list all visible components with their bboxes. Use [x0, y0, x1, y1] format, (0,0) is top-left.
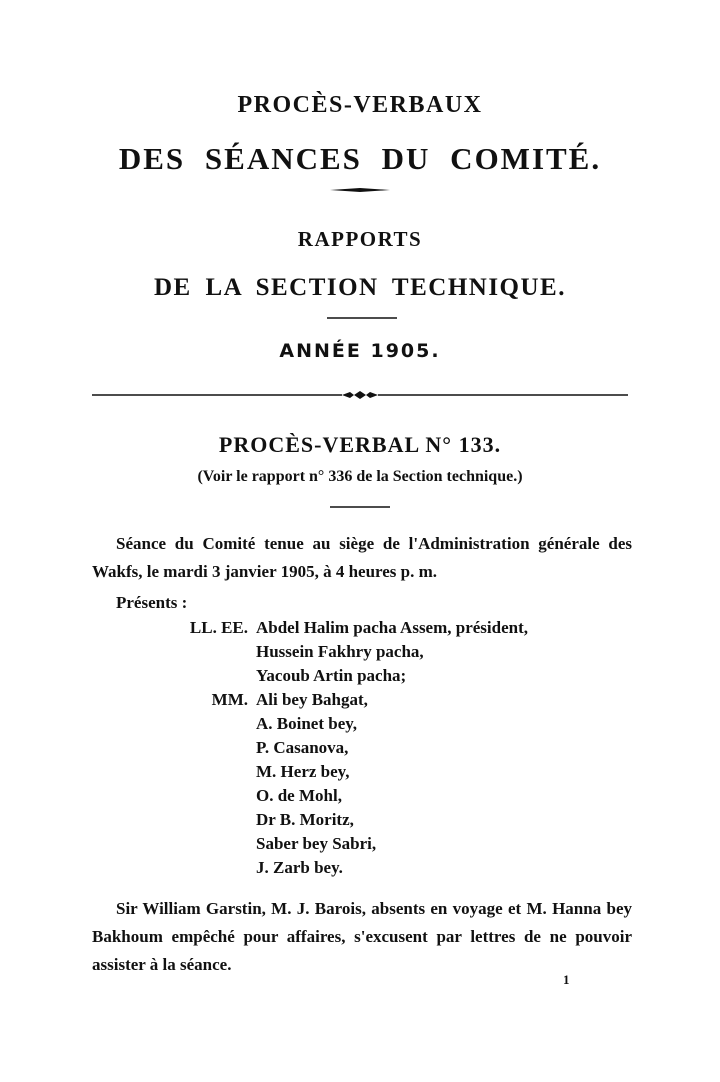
intro-line-2: Wakfs, le mardi 3 janvier 1905, à 4 heures p. m.: [92, 562, 438, 581]
group-label-excellencies: LL. EE.: [189, 618, 248, 637]
attendee-name: M. Herz bey,: [256, 762, 350, 781]
closing-line-1: Sir William Garstin, M. J. Barois, absents en voyage et M. Hanna bey: [116, 899, 632, 918]
attendee-name: A. Boinet bey,: [256, 714, 358, 733]
attendee-name: Hussein Fakhry pacha,: [256, 642, 424, 661]
heading-section-technique: DE LA SECTION TECHNIQUE.: [154, 274, 566, 301]
closing-line-2: Bakhoum empêché pour affaires, s'excusent par lettres de ne pouvoir: [92, 927, 632, 946]
heading-rapports: RAPPORTS: [297, 227, 423, 251]
ornament-long-rule: [92, 390, 628, 400]
proces-verbal-title: PROCÈS-VERBAL N° 133.: [218, 432, 502, 457]
attendee-name: Dr B. Moritz,: [256, 810, 354, 829]
page-number: 1: [563, 972, 570, 987]
attendee-name: Saber bey Sabri,: [256, 834, 377, 853]
closing-paragraph: [92, 895, 632, 979]
divider-short-2: [330, 505, 390, 509]
heading-annee: ANNÉE 1905.: [279, 340, 441, 362]
ornament-rule-1: [328, 186, 392, 194]
attendee-name: P. Casanova,: [256, 738, 349, 757]
closing-line-3: assister à la séance.: [92, 955, 232, 974]
attendee-name: Ali bey Bahgat,: [256, 690, 368, 709]
intro-paragraph: [92, 530, 632, 586]
divider-short-1: [327, 316, 397, 320]
heading-seances-du-comite: DES SÉANCES DU COMITÉ.: [118, 141, 602, 176]
attendee-name: J. Zarb bey.: [256, 858, 343, 877]
attendee-name: O. de Mohl,: [256, 786, 342, 805]
proces-verbal-reference: (Voir le rapport n° 336 de la Section technique.): [197, 468, 523, 485]
attendee-name: Yacoub Artin pacha;: [256, 666, 407, 685]
presents-label: Présents :: [116, 593, 188, 612]
heading-proces-verbaux: PROCÈS-VERBAUX: [237, 92, 483, 118]
attendee-name: Abdel Halim pacha Assem, président,: [256, 618, 529, 637]
group-label-messieurs: MM.: [211, 690, 248, 709]
intro-line-1: Séance du Comité tenue au siège de l'Administration générale des: [116, 534, 632, 553]
